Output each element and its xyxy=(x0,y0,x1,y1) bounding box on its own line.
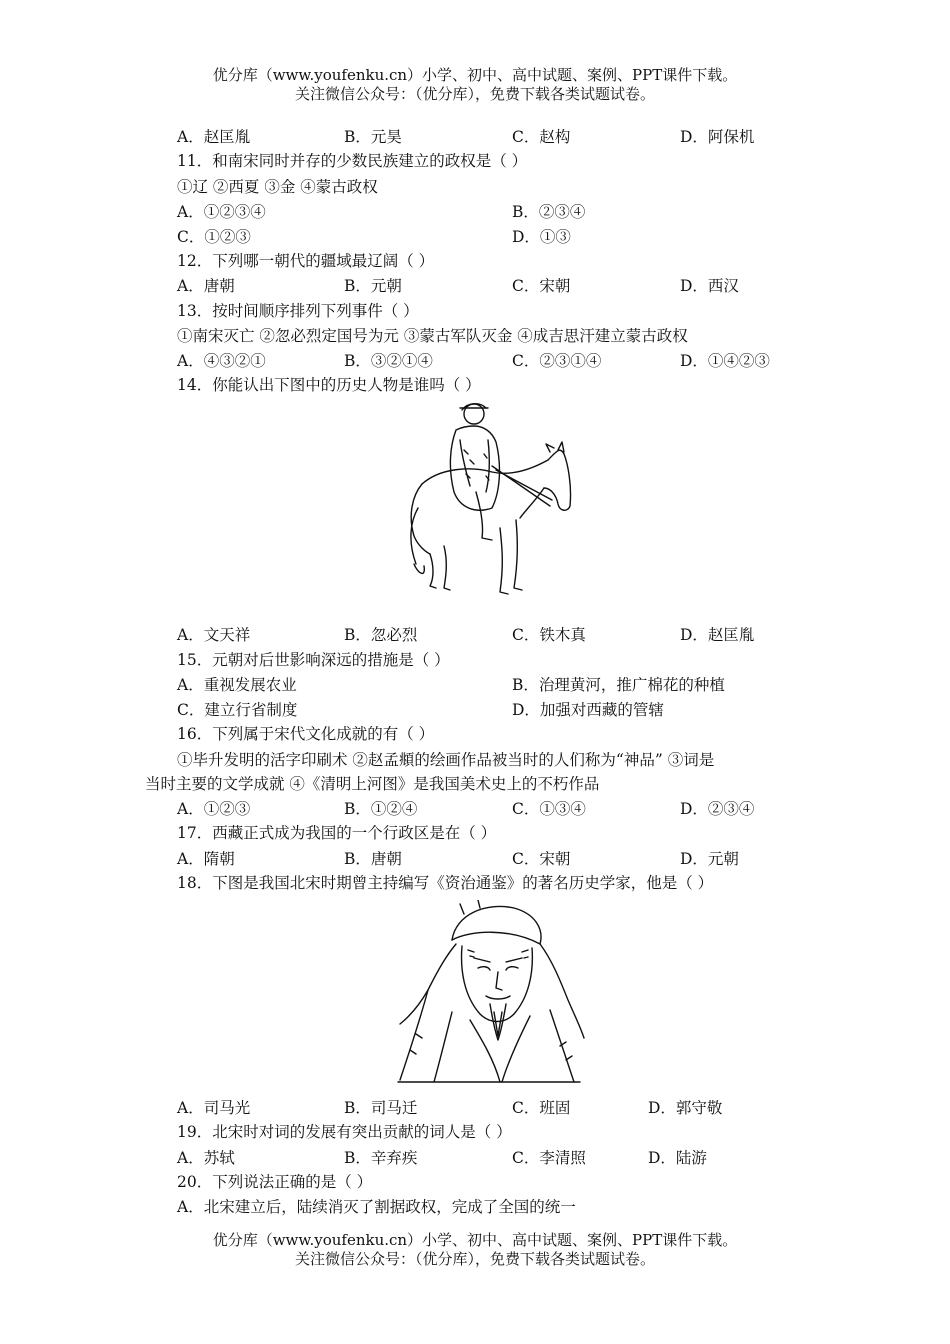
q11-option-c: C．①②③ xyxy=(177,228,251,246)
q15-option-b: B．治理黄河，推广棉花的种植 xyxy=(512,676,725,694)
q14-option-b: B．忽必烈 xyxy=(344,626,418,644)
q18-option-c: C．班固 xyxy=(512,1099,571,1117)
q16-option-d: D．②③④ xyxy=(680,800,755,818)
q14-option-a: A．文天祥 xyxy=(177,626,251,644)
q16-items-line-2: 当时主要的文学成就 ④《清明上河图》是我国美术史上的不朽作品 xyxy=(145,775,600,793)
q19-option-a: A．苏轼 xyxy=(177,1149,235,1167)
header-line-1: 优分库（www.youfenku.cn）小学、初中、高中试题、案例、PPT课件下载。 xyxy=(212,66,738,84)
q15-option-c: C．建立行省制度 xyxy=(177,701,298,719)
q17-option-c: C．宋朝 xyxy=(512,850,571,868)
q18-option-b: B．司马迁 xyxy=(344,1099,418,1117)
q13-items: ①南宋灭亡 ②忽必烈定国号为元 ③蒙古军队灭金 ④成吉思汗建立蒙古政权 xyxy=(177,327,688,345)
scholar-portrait-illustration xyxy=(390,900,586,1084)
q11-stem: 11．和南宋同时并存的少数民族建立的政权是（ ） xyxy=(177,152,528,170)
q11-option-a: A．①②③④ xyxy=(177,203,266,221)
q13-option-c: C．②③①④ xyxy=(512,352,602,370)
q19-stem: 19．北宋时对词的发展有突出贡献的词人是（ ） xyxy=(177,1123,512,1141)
q17-option-d: D．元朝 xyxy=(680,850,739,868)
q16-stem: 16．下列属于宋代文化成就的有（ ） xyxy=(177,725,435,743)
q19-option-c: C．李清照 xyxy=(512,1149,586,1167)
q12-option-b: B．元朝 xyxy=(344,277,402,295)
q11-option-d: D．①③ xyxy=(512,228,571,246)
footer-line-1: 优分库（www.youfenku.cn）小学、初中、高中试题、案例、PPT课件下载。 xyxy=(212,1231,738,1249)
q19-option-d: D．陆游 xyxy=(648,1149,707,1167)
q16-items-line-1: ①毕升发明的活字印刷术 ②赵孟頫的绘画作品被当时的人们称为“神品” ③词是 xyxy=(177,751,715,769)
q17-stem: 17．西藏正式成为我国的一个行政区是在（ ） xyxy=(177,824,497,842)
q13-option-b: B．③②①④ xyxy=(344,352,433,370)
q10-option-b: B．元昊 xyxy=(344,128,402,146)
q10-option-a: A．赵匡胤 xyxy=(177,128,251,146)
q16-option-a: A．①②③ xyxy=(177,800,251,818)
q19-option-b: B．辛弃疾 xyxy=(344,1149,418,1167)
q17-option-b: B．唐朝 xyxy=(344,850,402,868)
q13-option-a: A．④③②① xyxy=(177,352,266,370)
q17-option-a: A．隋朝 xyxy=(177,850,235,868)
q11-option-b: B．②③④ xyxy=(512,203,586,221)
q12-option-c: C．宋朝 xyxy=(512,277,571,295)
q18-option-a: A．司马光 xyxy=(177,1099,251,1117)
q18-option-d: D．郭守敬 xyxy=(648,1099,723,1117)
q15-option-d: D．加强对西藏的管辖 xyxy=(512,701,664,719)
q14-option-c: C．铁木真 xyxy=(512,626,586,644)
q15-stem: 15．元朝对后世影响深远的措施是（ ） xyxy=(177,651,450,669)
footer-line-2: 关注微信公众号：（优分库），免费下载各类试题试卷。 xyxy=(294,1250,655,1268)
q16-option-b: B．①②④ xyxy=(344,800,418,818)
q16-option-c: C．①③④ xyxy=(512,800,586,818)
q20-option-a: A．北宋建立后，陆续消灭了割据政权，完成了全国的统一 xyxy=(177,1198,576,1216)
q20-stem: 20．下列说法正确的是（ ） xyxy=(177,1173,373,1191)
q13-option-d: D．①④②③ xyxy=(680,352,770,370)
q12-option-a: A．唐朝 xyxy=(177,277,235,295)
q14-option-d: D．赵匡胤 xyxy=(680,626,755,644)
q15-option-a: A．重视发展农业 xyxy=(177,676,297,694)
q10-option-d: D．阿保机 xyxy=(680,128,755,146)
q12-option-d: D．西汉 xyxy=(680,277,739,295)
q18-stem: 18．下图是我国北宋时期曾主持编写《资治通鉴》的著名历史学家，他是（ ） xyxy=(177,874,714,892)
q10-option-c: C．赵构 xyxy=(512,128,571,146)
q13-stem: 13．按时间顺序排列下列事件（ ） xyxy=(177,302,419,320)
horseman-illustration xyxy=(400,396,578,604)
header-line-2: 关注微信公众号：（优分库），免费下载各类试题试卷。 xyxy=(294,85,655,103)
q11-items: ①辽 ②西夏 ③金 ④蒙古政权 xyxy=(177,178,378,196)
q12-stem: 12．下列哪一朝代的疆域最辽阔（ ） xyxy=(177,252,435,270)
q14-stem: 14．你能认出下图中的历史人物是谁吗（ ） xyxy=(177,376,481,394)
